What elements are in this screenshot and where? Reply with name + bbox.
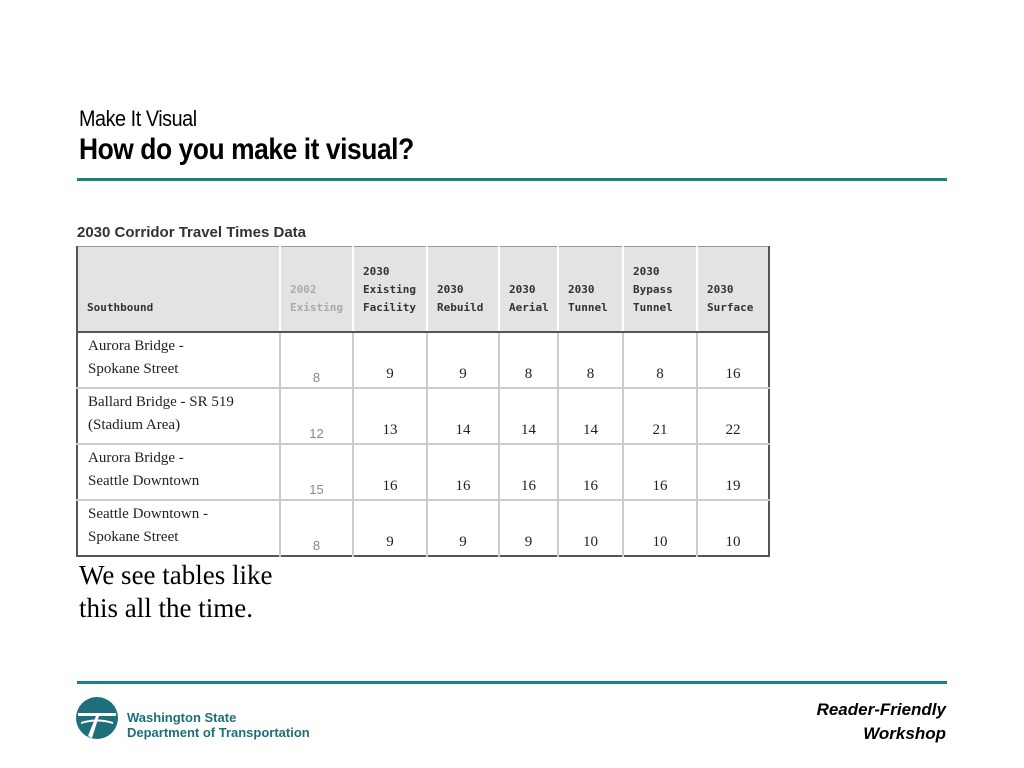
- footer-divider: [77, 681, 947, 684]
- org-name: Washington State Department of Transportation: [127, 710, 310, 740]
- body-text: We see tables like this all the time.: [79, 560, 273, 623]
- table-cell: 10: [697, 500, 769, 556]
- table-cell: 14: [499, 388, 558, 444]
- table-row: [77, 444, 769, 500]
- table-cell: 16: [697, 332, 769, 388]
- column-header: 2030 Existing Facility: [353, 247, 427, 333]
- table-header-row: [77, 247, 769, 333]
- table-cell: 10: [558, 500, 623, 556]
- column-header: 2002 Existing: [280, 247, 353, 333]
- table-cell: 19: [697, 444, 769, 500]
- table-cell: 9: [427, 332, 499, 388]
- table-cell: 10: [623, 500, 697, 556]
- workshop-label: Reader-Friendly Workshop: [816, 700, 946, 743]
- column-header: 2030 Tunnel: [558, 247, 623, 333]
- column-header: 2030 Surface: [697, 247, 769, 333]
- table-cell: 9: [499, 500, 558, 556]
- table-cell: 22: [697, 388, 769, 444]
- table-cell: 16: [353, 444, 427, 500]
- slide-subtitle: Make It Visual: [79, 106, 197, 131]
- table-cell: 16: [499, 444, 558, 500]
- column-header: 2030 Bypass Tunnel: [623, 247, 697, 333]
- table-cell: 8: [499, 332, 558, 388]
- table-row: [77, 332, 769, 388]
- table-cell: 8: [558, 332, 623, 388]
- slide-title: How do you make it visual?: [79, 133, 414, 166]
- travel-times-table: [76, 246, 770, 557]
- table-row: [77, 500, 769, 556]
- row-label: Aurora Bridge - Seattle Downtown: [77, 444, 280, 500]
- table-cell: 13: [353, 388, 427, 444]
- table-cell: 12: [280, 388, 353, 444]
- table-caption: 2030 Corridor Travel Times Data: [77, 224, 306, 241]
- table-cell: 9: [353, 500, 427, 556]
- table-cell: 9: [353, 332, 427, 388]
- table-cell: 8: [280, 332, 353, 388]
- table-cell: 14: [558, 388, 623, 444]
- table-cell: 14: [427, 388, 499, 444]
- table-cell: 8: [280, 500, 353, 556]
- column-header: Southbound: [77, 247, 280, 333]
- table-cell: 8: [623, 332, 697, 388]
- table-cell: 16: [623, 444, 697, 500]
- column-header: 2030 Rebuild: [427, 247, 499, 333]
- column-header: 2030 Aerial: [499, 247, 558, 333]
- table-cell: 21: [623, 388, 697, 444]
- row-label: Ballard Bridge - SR 519 (Stadium Area): [77, 388, 280, 444]
- row-label: Aurora Bridge - Spokane Street: [77, 332, 280, 388]
- table-cell: 15: [280, 444, 353, 500]
- table-cell: 16: [427, 444, 499, 500]
- table-cell: 16: [558, 444, 623, 500]
- table-row: [77, 388, 769, 444]
- table-cell: 9: [427, 500, 499, 556]
- header-divider: [77, 178, 947, 181]
- wsdot-logo-icon: [75, 696, 119, 740]
- row-label: Seattle Downtown - Spokane Street: [77, 500, 280, 556]
